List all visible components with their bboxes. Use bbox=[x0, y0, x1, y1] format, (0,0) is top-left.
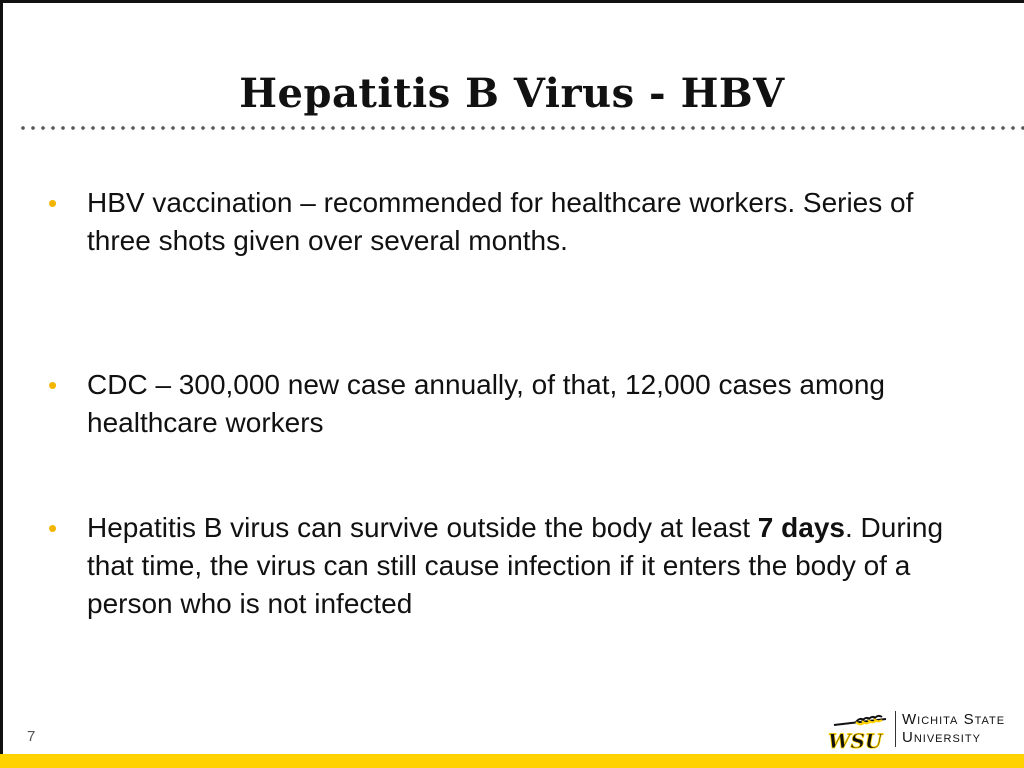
footer-accent-bar bbox=[0, 754, 1024, 768]
bullet-item-cdc bbox=[48, 366, 957, 442]
bullet-marker: • bbox=[48, 370, 58, 400]
logo-monogram: WSU bbox=[828, 729, 883, 751]
logo-divider bbox=[895, 711, 896, 747]
page-number: 7 bbox=[27, 728, 36, 745]
bullet-text-after: . During that time, the virus can still cause infection if it enters the body of a person who is not infected bbox=[87, 512, 944, 619]
bullet-item-survival bbox=[48, 509, 957, 623]
slide-title: Hepatitis B Virus - HBV bbox=[239, 70, 785, 117]
university-name bbox=[902, 711, 1005, 747]
wsu-shocker-logo-icon bbox=[826, 711, 890, 751]
university-name-line1: Wichita State bbox=[902, 711, 1006, 728]
title-divider bbox=[18, 125, 1024, 131]
bullet-marker: • bbox=[48, 188, 58, 218]
bullet-text-before: Hepatitis B virus can survive outside the body at least bbox=[87, 512, 758, 543]
bullet-text-bold: 7 days bbox=[757, 512, 845, 543]
university-name-line2: University bbox=[902, 729, 981, 746]
university-logo bbox=[826, 707, 1006, 751]
bullet-item-vaccination bbox=[48, 184, 957, 260]
bullet-marker: • bbox=[48, 513, 58, 543]
bullet-text: CDC – 300,000 new case annually, of that, 12,000 cases among healthcare workers bbox=[87, 369, 885, 438]
bullet-text: HBV vaccination – recommended for healthcare workers. Series of three shots given over several months. bbox=[87, 187, 914, 256]
